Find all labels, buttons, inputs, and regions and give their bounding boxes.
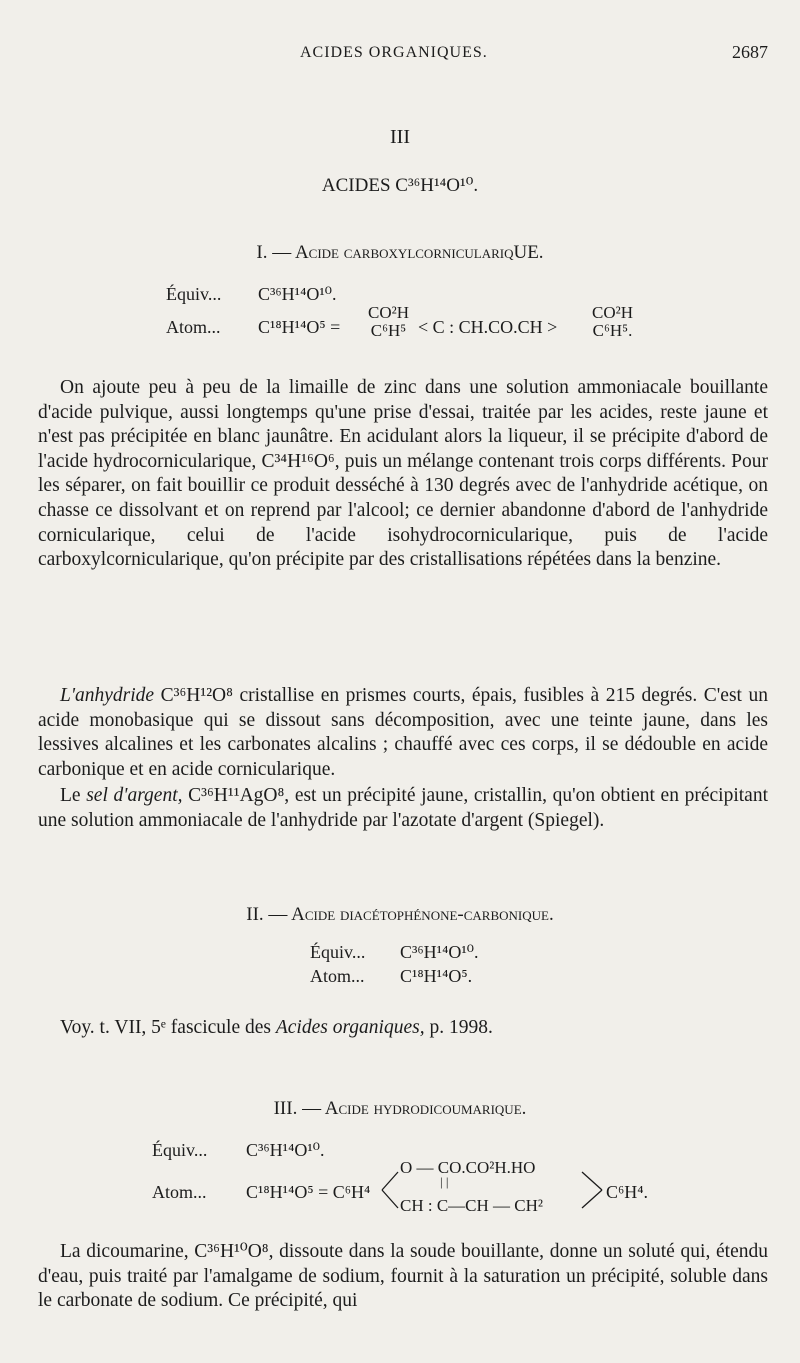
equiv-formula-1: C³⁶H¹⁴O¹⁰. [258, 284, 337, 304]
fraction-2 [592, 304, 633, 340]
fraction-1 [368, 304, 409, 340]
reference-title: Acides organiques, [275, 1017, 425, 1038]
equiv-formula-3: C³⁶H¹⁴O¹⁰. [246, 1140, 325, 1160]
reference-pre: Voy. t. VII, 5ᵉ fascicule des [60, 1017, 276, 1038]
anhydride-term: L'anhydride [60, 685, 155, 706]
paragraph-3 [38, 784, 768, 833]
atom-formula-1: C¹⁸H¹⁴O⁵ = [258, 317, 341, 337]
fraction-1-bottom: C⁶H⁵ [370, 321, 407, 340]
paragraph-1-text: On ajoute peu à peu de la limaille de zinc dans une solution ammoniacale bouillante d'acide pulvique, aussi longtemps qu'une prise d'essai, traitée par les acides, reste jaune et n'est pas précipitée en blanc jaunâtre. En acidulant alors la liqueur, il se précipite d'abord de l'acide hydrocornicularique, C³⁴H¹⁶O⁶, puis un mélange contenant trois corps différents. Pour les séparer, on fait bouillir ce produit desséché à 130 degrés avec de l'anhydride acétique, on chasse ce dissolvant et on reprend par l'alcool; ce dernier abandonne d'abord de l'anhydride cornicularique, celui de l'acide isohydrocornicularique, puis de l'acide carboxylcornicularique, qu'on précipite par des cristallisations répétées dans la benzine. [38, 377, 768, 571]
atom-formula-2: C¹⁸H¹⁴O⁵. [400, 966, 473, 986]
structure-brackets [376, 1160, 626, 1220]
sel-argent-term: sel d'argent, [86, 785, 183, 806]
atom-label-3: Atom... [152, 1182, 207, 1202]
section-heading: ACIDES C³⁶H¹⁴O¹⁰. [321, 175, 479, 196]
atom-formula-3: C¹⁸H¹⁴O⁵ = C⁶H⁴ [246, 1182, 371, 1202]
equiv-formula-2: C³⁶H¹⁴O¹⁰. [400, 942, 479, 962]
paragraph-4-text: La dicoumarine, C³⁶H¹⁰O⁸, dissoute dans la soude bouillante, donne un soluté qui, étendu d'eau, puis traité par l'amalgame de sodium, fournit à la saturation un précipité, soluble dans le carbonate de sodium. Ce précipité, qui [38, 1241, 768, 1312]
structure-bonds: | | [440, 1174, 449, 1189]
paragraph-2 [38, 684, 768, 782]
reference-paragraph [38, 1016, 768, 1041]
reference-post: p. 1998. [424, 1017, 493, 1038]
paragraph-1 [38, 376, 768, 573]
structure-end: C⁶H⁴. [606, 1182, 649, 1202]
fraction-2-top: CO²H [592, 303, 633, 322]
section-numeral: III [390, 126, 410, 148]
paragraph-3-text: C³⁶H¹¹AgO⁸, est un précipité jaune, cristallin, qu'on obtient en précipitant une solution ammoniacale de l'anhydride par l'azotate d'argent (Spiegel). [38, 785, 768, 831]
atom-label-2: Atom... [310, 966, 365, 986]
paragraph-4 [38, 1240, 768, 1314]
fraction-1-top: CO²H [368, 303, 409, 322]
atom-label-1: Atom... [166, 317, 221, 337]
structure-bottom: CH : C—CH — CH² [400, 1196, 544, 1215]
equiv-label-3: Équiv... [152, 1140, 208, 1160]
running-title: ACIDES ORGANIQUES. [300, 44, 488, 61]
paragraph-2-text: C³⁶H¹²O⁸ cristallise en prismes courts, épais, fusibles à 215 degrés. C'est un acide monobasique qui se dissout sans décomposition, avec une teinte jaune, dans les lessives alcalines et les carbonates alcalins ; chauffé avec ces corps, il se dédouble en acide carbonique et en acide cornicularique. [38, 685, 768, 780]
equiv-label-1: Équiv... [166, 284, 222, 304]
page-number: 2687 [732, 42, 768, 62]
structure-top: O — CO.CO²H.HO [400, 1158, 536, 1177]
subsection-title-2: II. — Acide diacétophénone-carbonique. [246, 904, 554, 925]
fraction-2-bottom: C⁶H⁵. [592, 321, 633, 340]
equiv-label-2: Équiv... [310, 942, 366, 962]
subsection-title-3: III. — Acide hydrodicoumarique. [273, 1098, 527, 1119]
subsection-title-1: I. — Acide carboxylcorniculariqUE. [256, 242, 544, 263]
formula-middle-1: < C : CH.CO.CH > [418, 317, 558, 337]
paragraph-3-pre: Le [60, 785, 87, 806]
